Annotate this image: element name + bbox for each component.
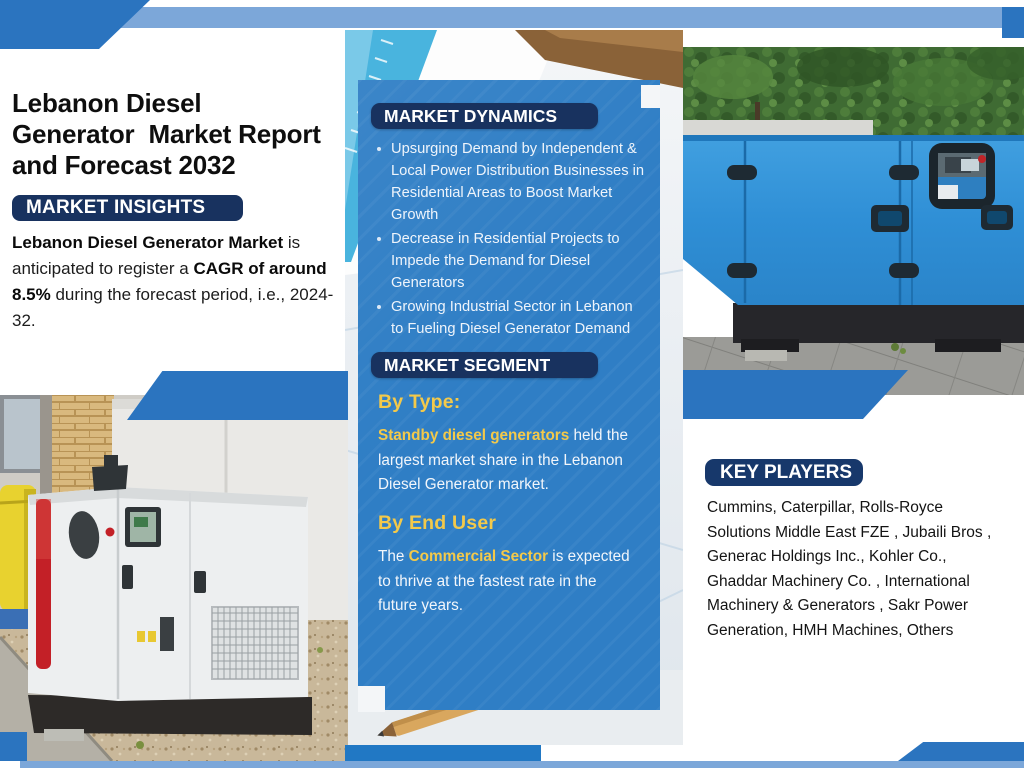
- title-line-3: and Forecast 2032: [12, 150, 236, 180]
- by-end-user-highlight: Commercial Sector: [408, 548, 549, 565]
- top-right-blue-rect: [1002, 7, 1024, 38]
- by-type-paragraph: [378, 424, 636, 498]
- page-title: [12, 88, 345, 181]
- generator-unit: [28, 455, 312, 741]
- market-insights-badge-label: MARKET INSIGHTS: [26, 197, 206, 218]
- market-dynamics-list: [374, 138, 646, 342]
- key-players-badge-label: KEY PLAYERS: [720, 461, 852, 483]
- key-players-badge: [705, 459, 863, 486]
- panel-notch-top-right: [641, 85, 660, 108]
- control-window: [929, 143, 995, 209]
- dynamics-item: [374, 296, 646, 340]
- by-end-user-paragraph: [378, 545, 636, 619]
- panel-notch-bottom-left: [358, 686, 385, 712]
- bottom-light-blue-band: [20, 761, 1024, 768]
- title-line-1: Lebanon Diesel: [12, 88, 202, 118]
- dynamics-item-text: Upsurging Demand by Independent & Local Power Distribution Businesses in Residential Areas to Boost Market Growth: [391, 141, 645, 223]
- key-players-paragraph: Cummins, Caterpillar, Rolls-Royce Solutions Middle East FZE , Jubaili Bros , Generac Holdings Inc., Kohler Co., Ghaddar Machinery Co. , International Machinery & Generators , Sakr Power Generation, HMH Machines, Others: [707, 499, 992, 639]
- by-end-user-rest: is expected to thrive at the fastest rate in the future years.: [378, 548, 630, 614]
- dynamics-item: [374, 228, 646, 294]
- market-insights-badge: [12, 195, 243, 221]
- market-dynamics-badge-label: MARKET DYNAMICS: [384, 105, 558, 126]
- by-type-rest: held the largest market share in the Lebanon Diesel Generator market.: [378, 427, 628, 493]
- insights-text-2: during the forecast period, i.e., 2024-32.: [12, 285, 334, 330]
- by-type-heading: By Type:: [378, 391, 461, 413]
- generator-base: [733, 303, 1024, 343]
- bottom-left-blue-square: [0, 732, 27, 761]
- dynamics-item: [374, 138, 646, 226]
- title-line-2: Generator Market Report: [12, 119, 321, 149]
- by-type-highlight: Standby diesel generators: [378, 427, 570, 444]
- dynamics-item-text: Decrease in Residential Projects to Impede the Demand for Diesel Generators: [391, 231, 620, 291]
- insights-bold-2: CAGR of around 8.5%: [12, 259, 327, 304]
- dynamics-item-text: Growing Industrial Sector in Lebanon to Fueling Diesel Generator Demand: [391, 299, 633, 337]
- vent-grille: [212, 607, 298, 679]
- by-end-user-heading: By End User: [378, 512, 497, 534]
- market-insights-paragraph: [12, 230, 344, 334]
- insights-text-1: is anticipated to register a: [12, 233, 301, 278]
- bottom-right-parallelogram: [898, 742, 1024, 761]
- control-window-left: [125, 507, 161, 547]
- by-end-user-pre: The: [378, 548, 409, 565]
- white-generator-photo: [0, 395, 348, 761]
- mid-left-parallelogram: [127, 371, 348, 420]
- market-segment-badge-label: MARKET SEGMENT: [384, 354, 551, 375]
- right-mid-parallelogram: [683, 370, 908, 419]
- market-segment-badge: [371, 352, 598, 378]
- top-light-blue-band: [40, 7, 1024, 28]
- market-dynamics-badge: [371, 103, 598, 129]
- insights-bold-1: Lebanon Diesel Generator Market: [12, 233, 284, 252]
- blue-generator-photo: [683, 47, 1024, 395]
- bottom-middle-blue-strip: [345, 745, 541, 761]
- concrete-wall: [683, 120, 873, 137]
